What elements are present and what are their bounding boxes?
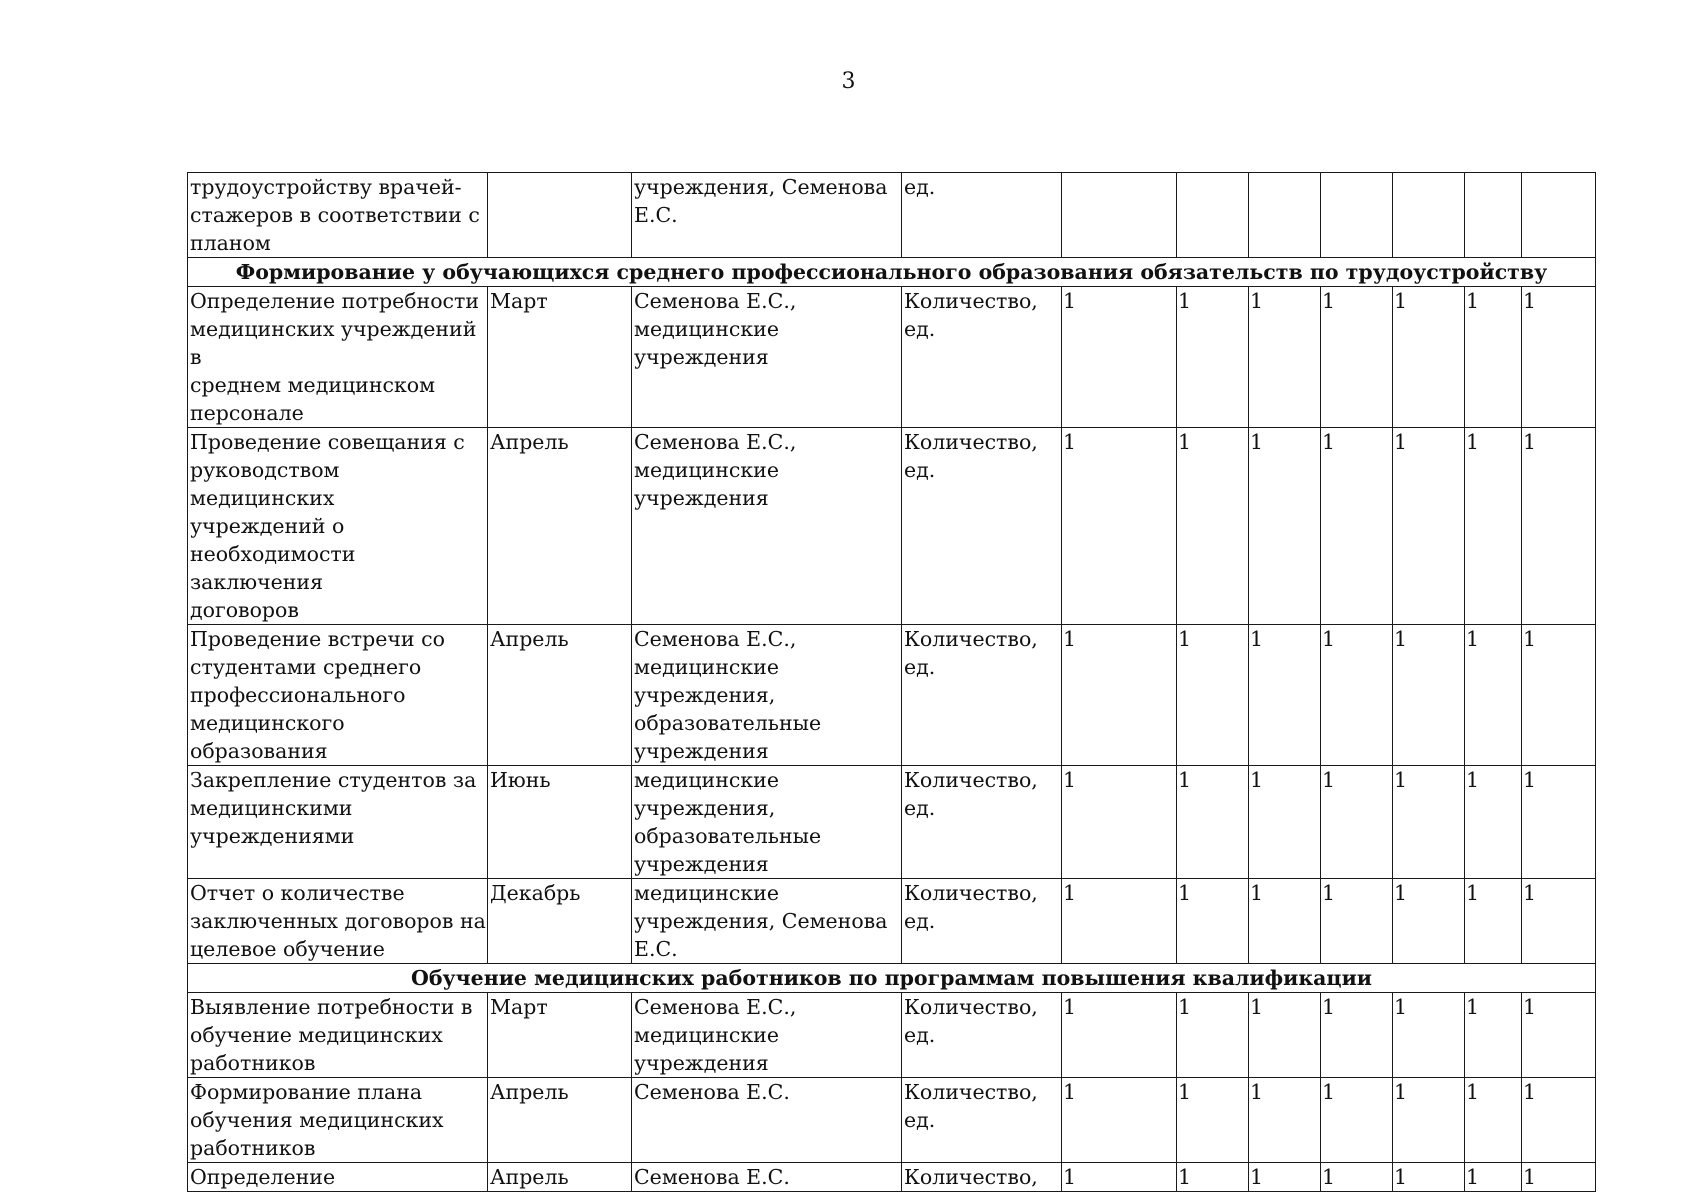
event-cell: Проведение совещания с руководством медицинских учреждений о необходимости заключения договоров	[188, 428, 488, 625]
table-row	[188, 287, 1596, 428]
value-cell-2: 1	[1177, 993, 1249, 1078]
value-cell-2	[1177, 173, 1249, 258]
responsible-cell: Семенова Е.С., медицинские учреждения	[632, 428, 902, 625]
value-cell-1: 1	[1062, 993, 1177, 1078]
unit-cell: Количество, ед.	[902, 766, 1062, 879]
section-header-row	[188, 964, 1596, 993]
deadline-cell: Март	[488, 287, 632, 428]
value-cell-3	[1249, 173, 1321, 258]
plan-table	[187, 172, 1596, 1192]
value-cell-1: 1	[1062, 766, 1177, 879]
responsible-cell: учреждения, Семенова Е.С.	[632, 173, 902, 258]
deadline-cell: Декабрь	[488, 879, 632, 964]
value-cell-4: 1	[1321, 879, 1393, 964]
value-cell-3: 1	[1249, 287, 1321, 428]
event-cell: Формирование плана обучения медицинских работников	[188, 1078, 488, 1163]
responsible-cell: медицинские учреждения, Семенова Е.С.	[632, 879, 902, 964]
unit-cell: Количество, ед.	[902, 287, 1062, 428]
responsible-cell: медицинские учреждения, образовательные учреждения	[632, 766, 902, 879]
value-cell-2: 1	[1177, 766, 1249, 879]
unit-cell: Количество,	[902, 1163, 1062, 1192]
value-cell-5: 1	[1393, 428, 1465, 625]
value-cell-7	[1522, 173, 1596, 258]
page-number: 3	[841, 69, 856, 94]
unit-cell: Количество, ед.	[902, 879, 1062, 964]
deadline-cell	[488, 173, 632, 258]
value-cell-5: 1	[1393, 879, 1465, 964]
responsible-cell: Семенова Е.С.	[632, 1078, 902, 1163]
value-cell-7: 1	[1522, 766, 1596, 879]
value-cell-2: 1	[1177, 1078, 1249, 1163]
value-cell-7: 1	[1522, 1163, 1596, 1192]
value-cell-3: 1	[1249, 1163, 1321, 1192]
value-cell-7: 1	[1522, 287, 1596, 428]
value-cell-3: 1	[1249, 879, 1321, 964]
value-cell-2: 1	[1177, 1163, 1249, 1192]
table-row	[188, 625, 1596, 766]
unit-cell: Количество, ед.	[902, 428, 1062, 625]
responsible-cell: Семенова Е.С., медицинские учреждения	[632, 287, 902, 428]
value-cell-3: 1	[1249, 1078, 1321, 1163]
value-cell-5	[1393, 173, 1465, 258]
deadline-cell: Апрель	[488, 1078, 632, 1163]
value-cell-4: 1	[1321, 1078, 1393, 1163]
value-cell-2: 1	[1177, 879, 1249, 964]
event-cell: Выявление потребности в обучение медицинских работников	[188, 993, 488, 1078]
section-title: Обучение медицинских работников по программам повышения квалификации	[188, 964, 1596, 993]
event-cell: Закрепление студентов за медицинскими учреждениями	[188, 766, 488, 879]
value-cell-7: 1	[1522, 879, 1596, 964]
table-row	[188, 1078, 1596, 1163]
value-cell-6: 1	[1465, 766, 1522, 879]
deadline-cell: Апрель	[488, 625, 632, 766]
deadline-cell: Апрель	[488, 428, 632, 625]
unit-cell: ед.	[902, 173, 1062, 258]
value-cell-6: 1	[1465, 1078, 1522, 1163]
value-cell-7: 1	[1522, 1078, 1596, 1163]
value-cell-5: 1	[1393, 1163, 1465, 1192]
event-cell: Определение потребности медицинских учреждений в среднем медицинском персонале	[188, 287, 488, 428]
table-row	[188, 173, 1596, 258]
event-cell: трудоустройству врачей- стажеров в соответствии с планом	[188, 173, 488, 258]
value-cell-4: 1	[1321, 625, 1393, 766]
value-cell-7: 1	[1522, 625, 1596, 766]
value-cell-3: 1	[1249, 625, 1321, 766]
value-cell-6: 1	[1465, 625, 1522, 766]
value-cell-1: 1	[1062, 287, 1177, 428]
value-cell-5: 1	[1393, 993, 1465, 1078]
value-cell-1: 1	[1062, 428, 1177, 625]
value-cell-7: 1	[1522, 428, 1596, 625]
deadline-cell: Июнь	[488, 766, 632, 879]
value-cell-5: 1	[1393, 287, 1465, 428]
value-cell-3: 1	[1249, 766, 1321, 879]
value-cell-6: 1	[1465, 879, 1522, 964]
table-row	[188, 879, 1596, 964]
value-cell-1: 1	[1062, 879, 1177, 964]
section-header-row	[188, 258, 1596, 287]
value-cell-6: 1	[1465, 428, 1522, 625]
table-row	[188, 993, 1596, 1078]
responsible-cell: Семенова Е.С.	[632, 1163, 902, 1192]
table-row	[188, 766, 1596, 879]
responsible-cell: Семенова Е.С., медицинские учреждения, образовательные учреждения	[632, 625, 902, 766]
deadline-cell: Март	[488, 993, 632, 1078]
value-cell-4: 1	[1321, 428, 1393, 625]
value-cell-1: 1	[1062, 1078, 1177, 1163]
deadline-cell: Апрель	[488, 1163, 632, 1192]
value-cell-5: 1	[1393, 625, 1465, 766]
value-cell-4: 1	[1321, 1163, 1393, 1192]
value-cell-4: 1	[1321, 287, 1393, 428]
value-cell-1: 1	[1062, 1163, 1177, 1192]
event-cell: Определение	[188, 1163, 488, 1192]
value-cell-3: 1	[1249, 428, 1321, 625]
value-cell-3: 1	[1249, 993, 1321, 1078]
value-cell-1	[1062, 173, 1177, 258]
value-cell-6: 1	[1465, 1163, 1522, 1192]
value-cell-4: 1	[1321, 993, 1393, 1078]
value-cell-5: 1	[1393, 1078, 1465, 1163]
table-row	[188, 1163, 1596, 1192]
event-cell: Проведение встречи со студентами среднего профессионального медицинского образования	[188, 625, 488, 766]
unit-cell: Количество, ед.	[902, 1078, 1062, 1163]
value-cell-2: 1	[1177, 428, 1249, 625]
unit-cell: Количество, ед.	[902, 993, 1062, 1078]
responsible-cell: Семенова Е.С., медицинские учреждения	[632, 993, 902, 1078]
value-cell-4: 1	[1321, 766, 1393, 879]
table-row	[188, 428, 1596, 625]
section-title: Формирование у обучающихся среднего профессионального образования обязательств по трудоустройству	[188, 258, 1596, 287]
value-cell-6	[1465, 173, 1522, 258]
value-cell-5: 1	[1393, 766, 1465, 879]
value-cell-7: 1	[1522, 993, 1596, 1078]
value-cell-6: 1	[1465, 993, 1522, 1078]
value-cell-1: 1	[1062, 625, 1177, 766]
unit-cell: Количество, ед.	[902, 625, 1062, 766]
value-cell-6: 1	[1465, 287, 1522, 428]
event-cell: Отчет о количестве заключенных договоров на целевое обучение	[188, 879, 488, 964]
value-cell-2: 1	[1177, 287, 1249, 428]
value-cell-2: 1	[1177, 625, 1249, 766]
value-cell-4	[1321, 173, 1393, 258]
